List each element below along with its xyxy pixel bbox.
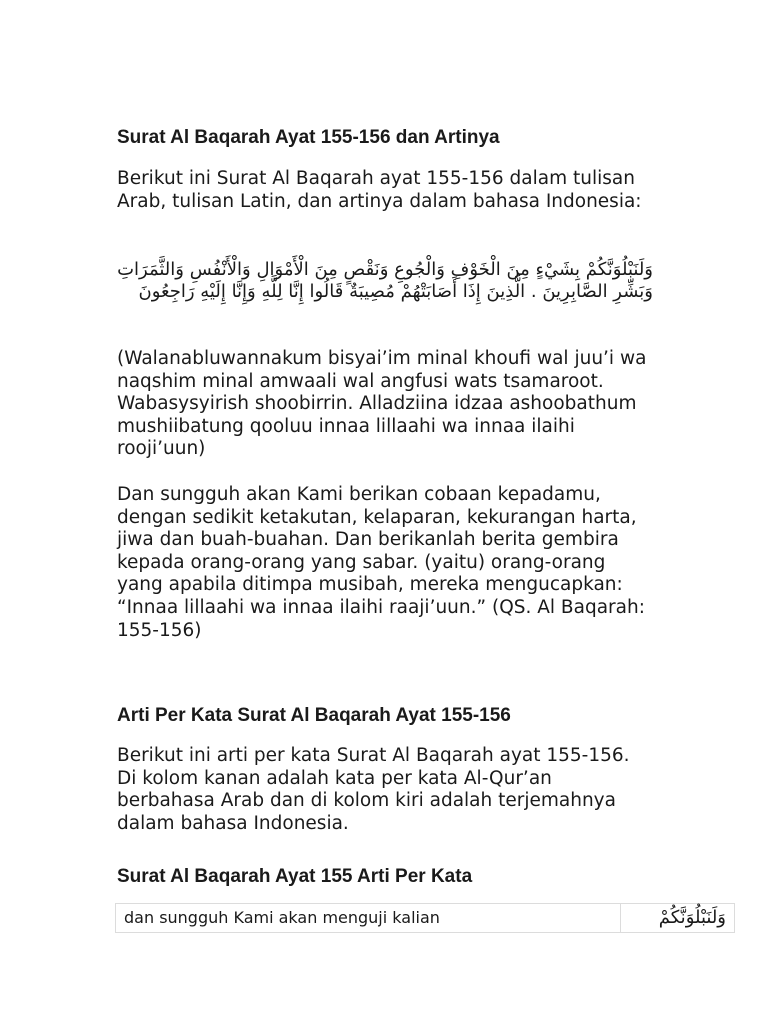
arabic-word-cell: وَلَنَبْلُوَنَّكُمْ — [658, 907, 726, 928]
arabic-verse: وَلَنَبْلُوَنَّكُمْ بِشَيْءٍ مِنَ الْخَوْفِ وَالْجُوعِ وَنَقْصٍ مِنَ الْأَمْوَالِ وَالْأَنْفُسِ وَالثَّمَرَاتِ وَبَشِّرِ الصَّابِرِينَ . الَّذِينَ إِذَا أَصَابَتْهُمْ مُصِيبَةٌ قَالُوا إِنَّا لِلَّهِ وَإِنَّا إِلَيْهِ رَاجِعُونَ — [117, 259, 653, 302]
section-heading-ayat-155: Surat Al Baqarah Ayat 155 Arti Per Kata — [117, 866, 473, 887]
word-meaning-cell: dan sungguh Kami akan menguji kalian — [116, 904, 621, 932]
section-heading-arti-per-kata: Arti Per Kata Surat Al Baqarah Ayat 155-156 — [117, 705, 511, 726]
arti-per-kata-intro: Berikut ini arti per kata Surat Al Baqarah ayat 155-156. Di kolom kanan adalah kata per kata Al-Qur’an berbahasa Arab dan di kolom kiri adalah terjemahnya dalam bahasa Indonesia. — [117, 745, 630, 834]
latin-transliteration: (Walanabluwannakum bisyai’im minal khoufi wal juu’i wa naqshim minal amwaali wal angfusi wats tsamaroot. Wabasysyirish shoobirrin. Alladziina idzaa ashoobathum mushiibatung qooluu innaa lillaahi wa innaa ilaihi rooji’uun) — [117, 348, 647, 460]
indonesian-translation: Dan sungguh akan Kami berikan cobaan kepadamu, dengan sedikit ketakutan, kelaparan, kekurangan harta, jiwa dan buah-buahan. Dan berikanlah berita gembira kepada orang-orang yang sabar. (yaitu) orang-orang yang apabila ditimpa musibah, mereka mengucapkan: “Innaa lillaahi wa innaa ilaihi raaji’uun.” (QS. Al Baqarah: 155-156) — [117, 484, 645, 641]
section-heading-surat-ayat: Surat Al Baqarah Ayat 155-156 dan Artinya — [117, 127, 500, 148]
intro-paragraph: Berikut ini Surat Al Baqarah ayat 155-156 dalam tulisan Arab, tulisan Latin, dan artinya dalam bahasa Indonesia: — [117, 168, 642, 212]
word-table-row — [115, 903, 735, 933]
